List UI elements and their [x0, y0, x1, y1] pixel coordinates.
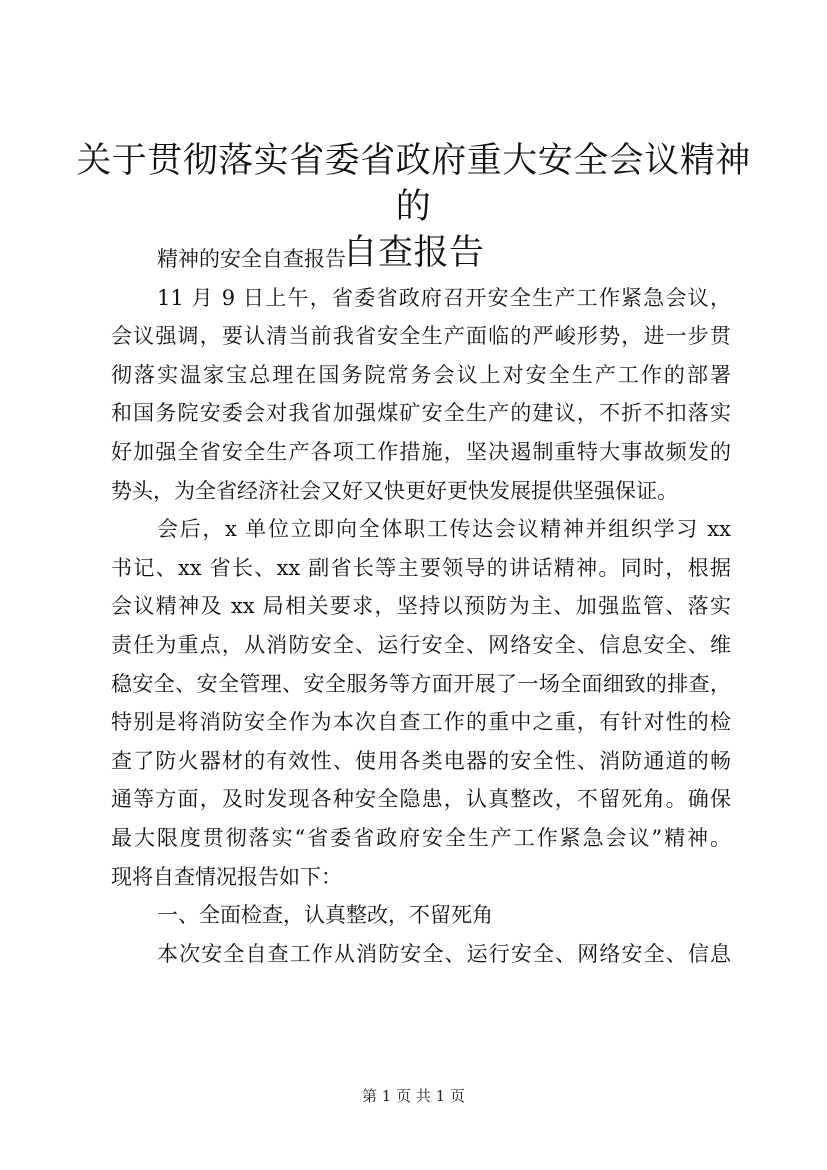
paragraph-line: 好加强全省安全生产各项工作措施，坚决遏制重特大事故频发的	[111, 439, 731, 464]
paragraph-line: 现将自查情况报告如下：	[111, 864, 342, 889]
paragraph-line: 查了防火器材的有效性、使用各类电器的安全性、消防通道的畅	[111, 748, 731, 773]
title-line-1: 关于贯彻落实省委省政府重大安全会议精神的	[76, 141, 751, 227]
paragraph-line: 通等方面，及时发现各种安全隐患，认真整改，不留死角。确保	[111, 787, 731, 812]
paragraph-line: 最大限度贯彻落实“省委省政府安全生产工作紧急会议”精神。	[111, 825, 731, 850]
section-heading: 一、全面检查，认真整改，不留死角	[157, 903, 493, 928]
paragraph-line: 特别是将消防安全作为本次自查工作的重中之重，有针对性的检	[111, 710, 731, 735]
subtitle-line: 精神的安全自查报告	[157, 247, 346, 271]
paragraph-line: 本次安全自查工作从消防安全、运行安全、网络安全、信息	[157, 941, 731, 966]
page-footer: 第 1 页 共 1 页	[362, 1087, 465, 1105]
paragraph-line: 势头，为全省经济社会又好又快更好更快发展提供坚强保证。	[111, 478, 678, 503]
document-body	[111, 240, 731, 973]
paragraph-line: 会议精神及 xx 局相关要求，坚持以预防为主、加强监管、落实	[111, 594, 731, 619]
paragraph-line: 书记、xx 省长、xx 副省长等主要领导的讲话精神。同时，根据	[111, 555, 731, 580]
paragraph-line: 会议强调，要认清当前我省安全生产面临的严峻形势，进一步贯	[111, 324, 731, 349]
paragraph-line: 彻落实温家宝总理在国务院常务会议上对安全生产工作的部署	[111, 362, 731, 387]
title-line-2: 自查报告	[342, 233, 485, 273]
paragraph-line: 和国务院安委会对我省加强煤矿安全生产的建议，不折不扣落实	[111, 401, 731, 426]
paragraph-line: 稳安全、安全管理、安全服务等方面开展了一场全面细致的排查，	[111, 671, 731, 696]
paragraph-line: 责任为重点，从消防安全、运行安全、网络安全、信息安全、维	[111, 632, 731, 657]
paragraph-line: 会后，x 单位立即向全体职工传达会议精神并组织学习 xx	[157, 517, 731, 542]
paragraph-line: 11 月 9 日上午，省委省政府召开安全生产工作紧急会议，	[157, 285, 731, 310]
